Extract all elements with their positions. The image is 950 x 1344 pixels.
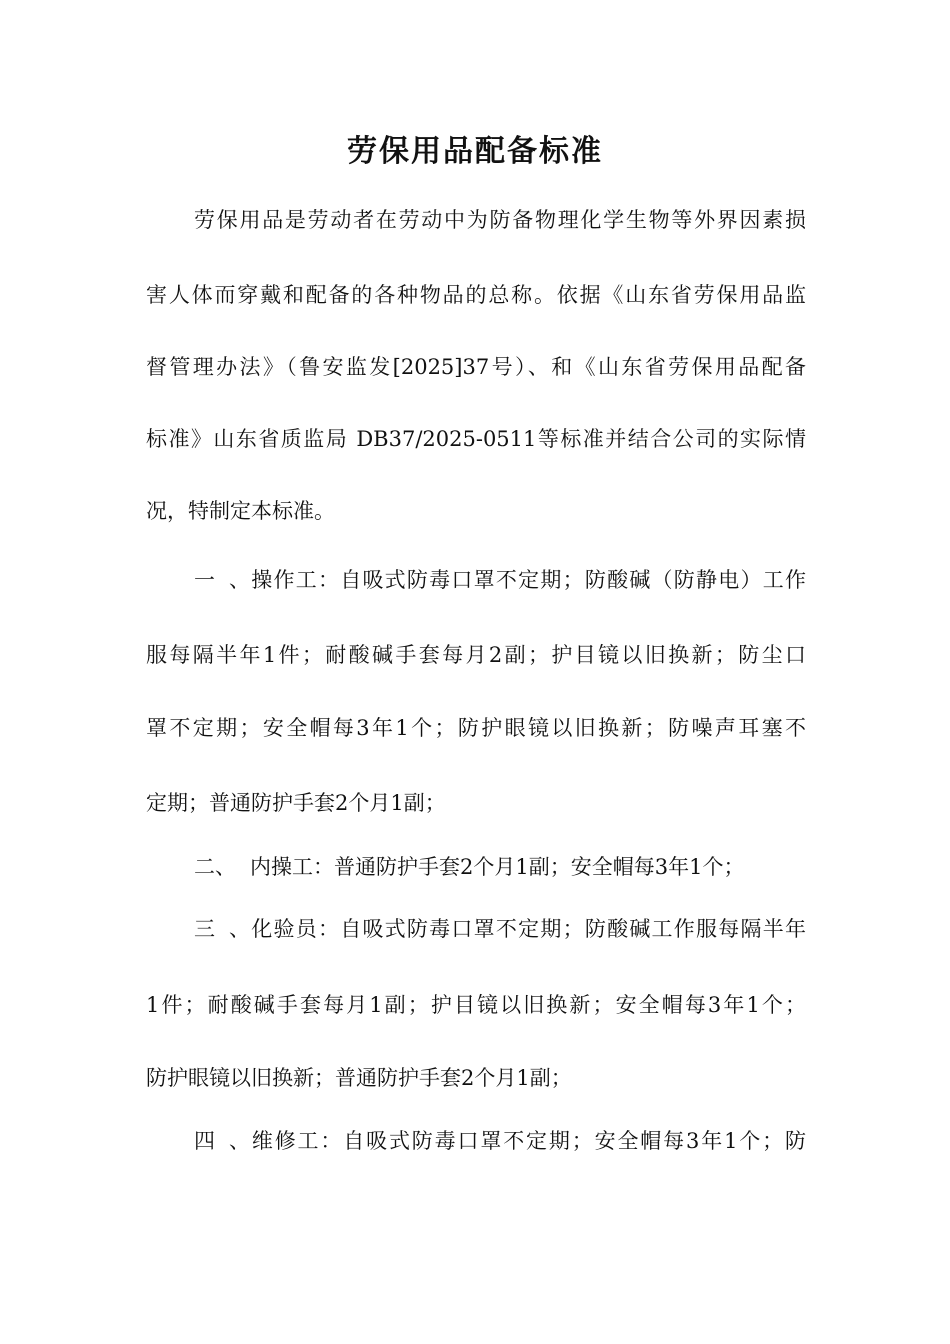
document-title: 劳保用品配备标准 bbox=[347, 134, 603, 169]
intro-line-1: 劳保用品是劳动者在劳动中为防备物理化学生物等外界因素损 bbox=[194, 208, 806, 232]
section-4-text-1: 维修工：自吸式防毒口罩不定期；安全帽每3年1个；防 bbox=[250, 1129, 806, 1153]
section-3-line-1 bbox=[194, 914, 806, 944]
section-1-text-1: 操作工：自吸式防毒口罩不定期；防酸碱（防静电）工作 bbox=[250, 568, 806, 592]
section-1-number: 一、 bbox=[194, 568, 250, 592]
section-2-text-1: 内操工：普通防护手套2个月1副；安全帽每3年1个； bbox=[250, 855, 745, 879]
section-3-line-2: 1件；耐酸碱手套每月1副；护目镜以旧换新；安全帽每3年1个； bbox=[146, 993, 806, 1017]
intro-line-3: 督管理办法》（鲁安监发[2025]37号）、和《山东省劳保用品配备 bbox=[146, 355, 806, 379]
section-2-line-1 bbox=[194, 852, 806, 882]
intro-line-4: 标准》山东省质监局 DB37/2025-0511等标准并结合公司的实际情 bbox=[146, 427, 806, 451]
section-4-number: 四、 bbox=[194, 1129, 250, 1153]
section-1-line-1 bbox=[194, 565, 806, 595]
section-4-line-1 bbox=[194, 1126, 806, 1156]
section-1-line-3: 罩不定期；安全帽每3年1个；防护眼镜以旧换新；防噪声耳塞不 bbox=[146, 716, 806, 740]
intro-line-5: 况，特制定本标准。 bbox=[146, 499, 335, 523]
section-3-text-1: 化验员：自吸式防毒口罩不定期；防酸碱工作服每隔半年 bbox=[250, 917, 806, 941]
intro-line-2: 害人体而穿戴和配备的各种物品的总称。依据《山东省劳保用品监 bbox=[146, 283, 806, 307]
section-1-line-2: 服每隔半年1件；耐酸碱手套每月2副；护目镜以旧换新；防尘口 bbox=[146, 643, 806, 667]
section-2-number: 二、 bbox=[194, 855, 236, 879]
section-1-line-4: 定期；普通防护手套2个月1副； bbox=[146, 791, 446, 815]
section-3-line-3: 防护眼镜以旧换新；普通防护手套2个月1副； bbox=[146, 1066, 572, 1090]
section-3-number: 三、 bbox=[194, 917, 250, 941]
